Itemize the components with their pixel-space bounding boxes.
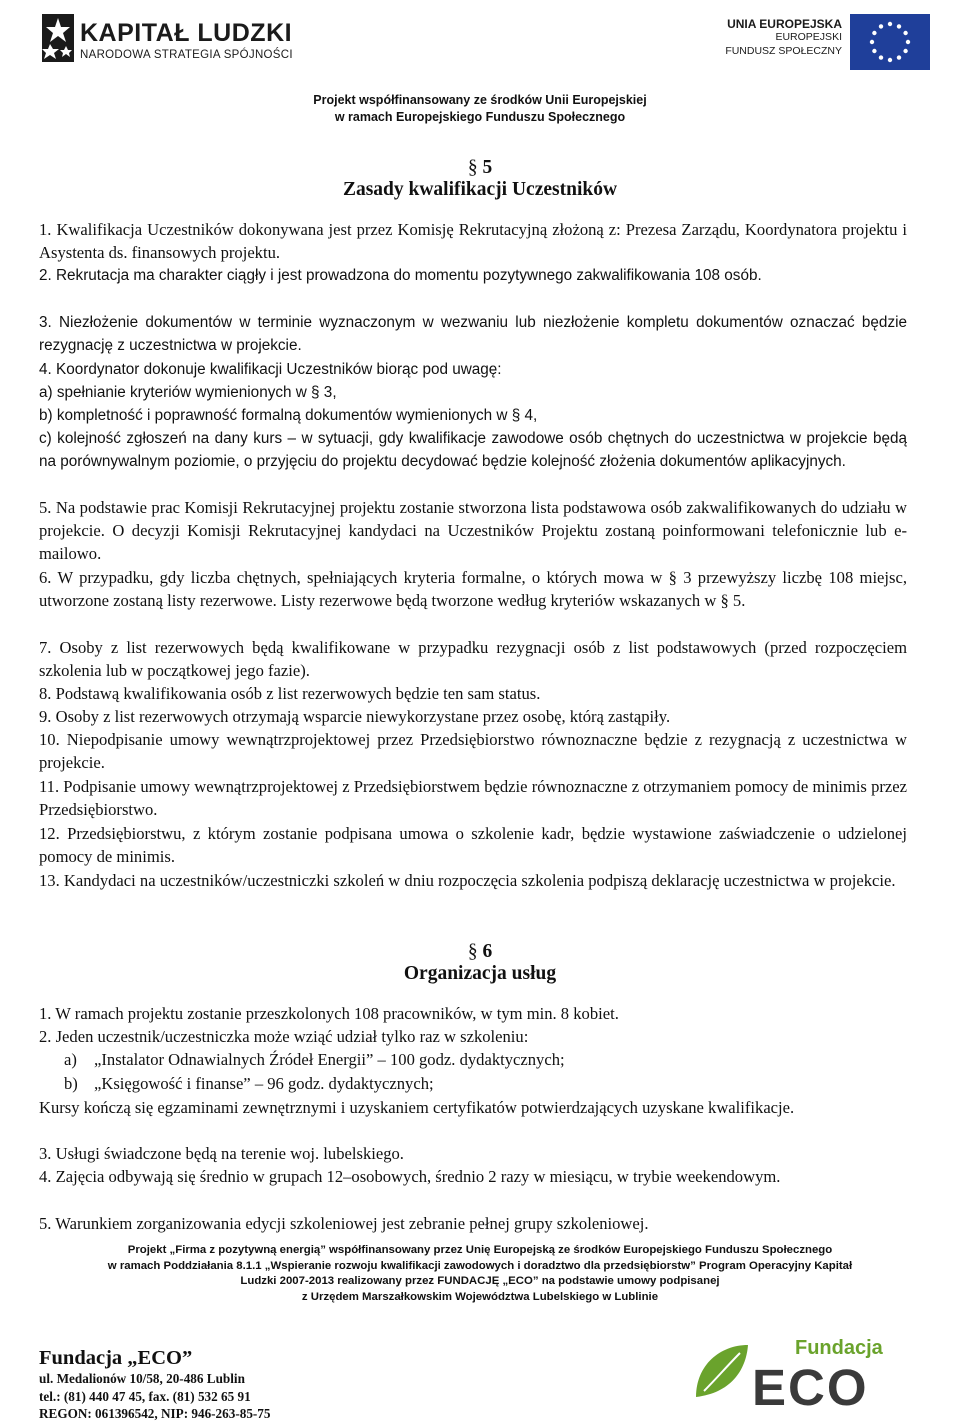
list-text: „Instalator Odnawialnych Źródeł Energii” – 100 godz. dydaktycznych; [94,1050,565,1069]
section-5-title: Zasady kwalifikacji Uczestników [342,179,618,200]
header-project-line2: w ramach Europejskiego Funduszu Społecznego [334,110,626,124]
s5-item-4: 4. Koordynator dokonuje kwalifikacji Uczestników biorąc pod uwagę: [39,361,502,378]
s5-item-1: 1. Kwalifikacja Uczestników dokonywana jest przez Komisję Rekrutacyjną złożoną z: Prezesa Zarządu, Koordynatora projektu i Asystenta ds. finansowych projektu. [39,220,907,262]
list-marker: a) [64,1050,77,1069]
eco-logo-text-main: ECO [752,1359,869,1416]
s5-item-8: 8. Podstawą kwalifikowania osób z list rezerwowych będzie ten sam status. [39,684,541,703]
section-number: 6 [482,941,493,962]
section-6-heading-number [0,940,960,964]
org-phone: tel.: (81) 440 47 45, fax. (81) 532 65 91 [39,1388,251,1404]
s6-item-1: 1. W ramach projektu zostanie przeszkolonych 108 pracowników, w tym min. 8 kobiet. [39,1004,619,1023]
s5-item-13: 13. Kandydaci na uczestników/uczestniczki szkoleń w dniu rozpoczęcia szkolenia podpiszą deklarację uczestnictwa w projekcie. [39,871,896,890]
ue-label-line1: UNIA EUROPEJSKA [727,17,842,31]
s6-item-2a [64,1048,565,1071]
header-project-note [0,92,960,126]
footer-organization [39,1346,271,1423]
s6-item-5: 5. Warunkiem zorganizowania edycji szkoleniowej jest zebranie pełnej grupy szkoleniowej. [39,1214,649,1233]
footer-project-line4: z Urzędem Marszałkowskim Województwa Lubelskiego w Lublinie [301,1290,659,1303]
footer-project-note [0,1243,960,1305]
s5-item-12: 12. Przedsiębiorstwu, z którym zostanie podpisana umowa o szkolenie kadr, będzie wystawione zaświadczenie o udzielonej pomocy de minimis. [39,824,907,866]
eco-logo-text-top: Fundacja [795,1337,883,1359]
org-address: ul. Medalionów 10/58, 20-486 Lublin [39,1371,245,1386]
s5-item-3: 3. Niezłożenie dokumentów w terminie wyznaczonym w wezwaniu lub niezłożenie kompletu dokumentów oznaczać będzie rezygnację z uczestnictwa w projekcie. [39,314,907,354]
s5-item-9: 9. Osoby z list rezerwowych otrzymają wsparcie niewykorzystane przez osobę, którą zastąpiły. [39,707,671,726]
s6-item-3: 3. Usługi świadczone będą na terenie woj. lubelskiego. [39,1144,404,1163]
section-number: 5 [482,157,493,178]
page-header [0,0,960,125]
s5-item-7: 7. Osoby z list rezerwowych będą kwalifikowane w przypadku rezygnacji osób z list podstawowych (przed rozpoczęciem szkolenia lub w początkowej jego fazie). [39,638,907,680]
s5-item-11: 11. Podpisanie umowy wewnątrzprojektowej z Przedsiębiorstwem będzie równoznaczne z otrzymaniem pomocy de minimis przez Przedsiębiorstwo. [39,777,907,819]
s5-item-6: 6. W przypadku, gdy liczba chętnych, spełniających kryteria formalne, o których mowa w § 3 przewyższy liczbę 108 miejsc, utworzone zostaną listy rezerwowe. Listy rezerwowe będą tworzone według kryteriów wskazanych w § 5. [39,568,907,610]
org-ids: REGON: 061396542, NIP: 946-263-85-75 [39,1406,271,1421]
list-text: „Księgowość i finanse” – 96 godz. dydaktycznych; [94,1074,434,1093]
eu-flag-icon [850,14,930,70]
s5-item-2: 2. Rekrutacja ma charakter ciągły i jest prowadzona do momentu pozytywnego zakwalifikowania 108 osób. [39,267,762,284]
s6-item-2c: Kursy kończą się egzaminami zewnętrznymi i uzyskaniem certyfikatów potwierdzających uzyskane kwalifikacje. [39,1098,795,1117]
s5-item-4b: b) kompletność i poprawność formalną dokumentów wymienionych w § 4, [39,407,538,424]
footer-project-line2: w ramach Poddziałania 8.1.1 „Wspieranie rozwoju kwalifikacji zawodowych i doradztwo dla przedsiębiorstw” Program Operacyjny Kapitał [107,1259,853,1272]
footer-project-line1: Projekt „Firma z pozytywną energią” współfinansowany przez Unię Europejską ze środków Europejskiego Funduszu Społecznego [127,1244,833,1256]
s5-item-10: 10. Niepodpisanie umowy wewnątrzprojektowej przez Przedsiębiorstwo równoznaczne będzie z rezygnacją z uczestnictwa w projekcie. [39,730,907,772]
s5-item-4a: a) spełnianie kryteriów wymienionych w § 3, [39,384,337,401]
footer-project-line3: Ludzki 2007-2013 realizowany przez FUNDACJĘ „ECO” na podstawie umowy podpisanej [240,1275,720,1287]
paragraph-symbol: § [467,941,478,962]
paragraph-symbol: § [467,157,478,178]
section-5-heading-number [0,156,960,180]
s6-item-2: 2. Jeden uczestnik/uczestniczka może wziąć udział tylko raz w szkoleniu: [39,1027,529,1046]
section-6-title: Organizacja usług [403,963,557,984]
ue-label-line3: FUNDUSZ SPOŁECZNY [725,45,842,57]
s5-item-4c: c) kolejność zgłoszeń na dany kurs – w sytuacji, gdy kwalifikacje zawodowe osób chętnych do uczestnictwa w projekcie będą na porównywalnym poziomie, o przyjęciu do projektu decydować będzie kolejność złożenia dokumentów aplikacyjnych. [39,430,907,470]
s5-item-5: 5. Na podstawie prac Komisji Rekrutacyjnej projektu zostanie stworzona lista podstawowa osób zakwalifikowanych do udziału w projekcie. O decyzji Komisji Rekrutacyjnej kandydaci na Uczestników Projektu zostaną poinformowani telefonicznie lub e-mailowo. [39,498,907,563]
kapital-ludzki-subtitle: NARODOWA STRATEGIA SPÓJNOŚCI [80,49,293,61]
s6-item-2b [64,1072,434,1095]
kapital-ludzki-title: KAPITAŁ LUDZKI [80,19,293,47]
s6-item-4: 4. Zajęcia odbywają się średnio w grupach 12–osobowych, średnio 2 razy w miesiącu, w trybie weekendowym. [39,1167,781,1186]
org-name: Fundacja „ECO” [39,1347,193,1369]
header-project-line1: Projekt współfinansowany ze środków Unii Europejskiej [313,93,647,107]
list-marker: b) [64,1074,78,1093]
ue-label-line2: EUROPEJSKI [775,31,842,43]
